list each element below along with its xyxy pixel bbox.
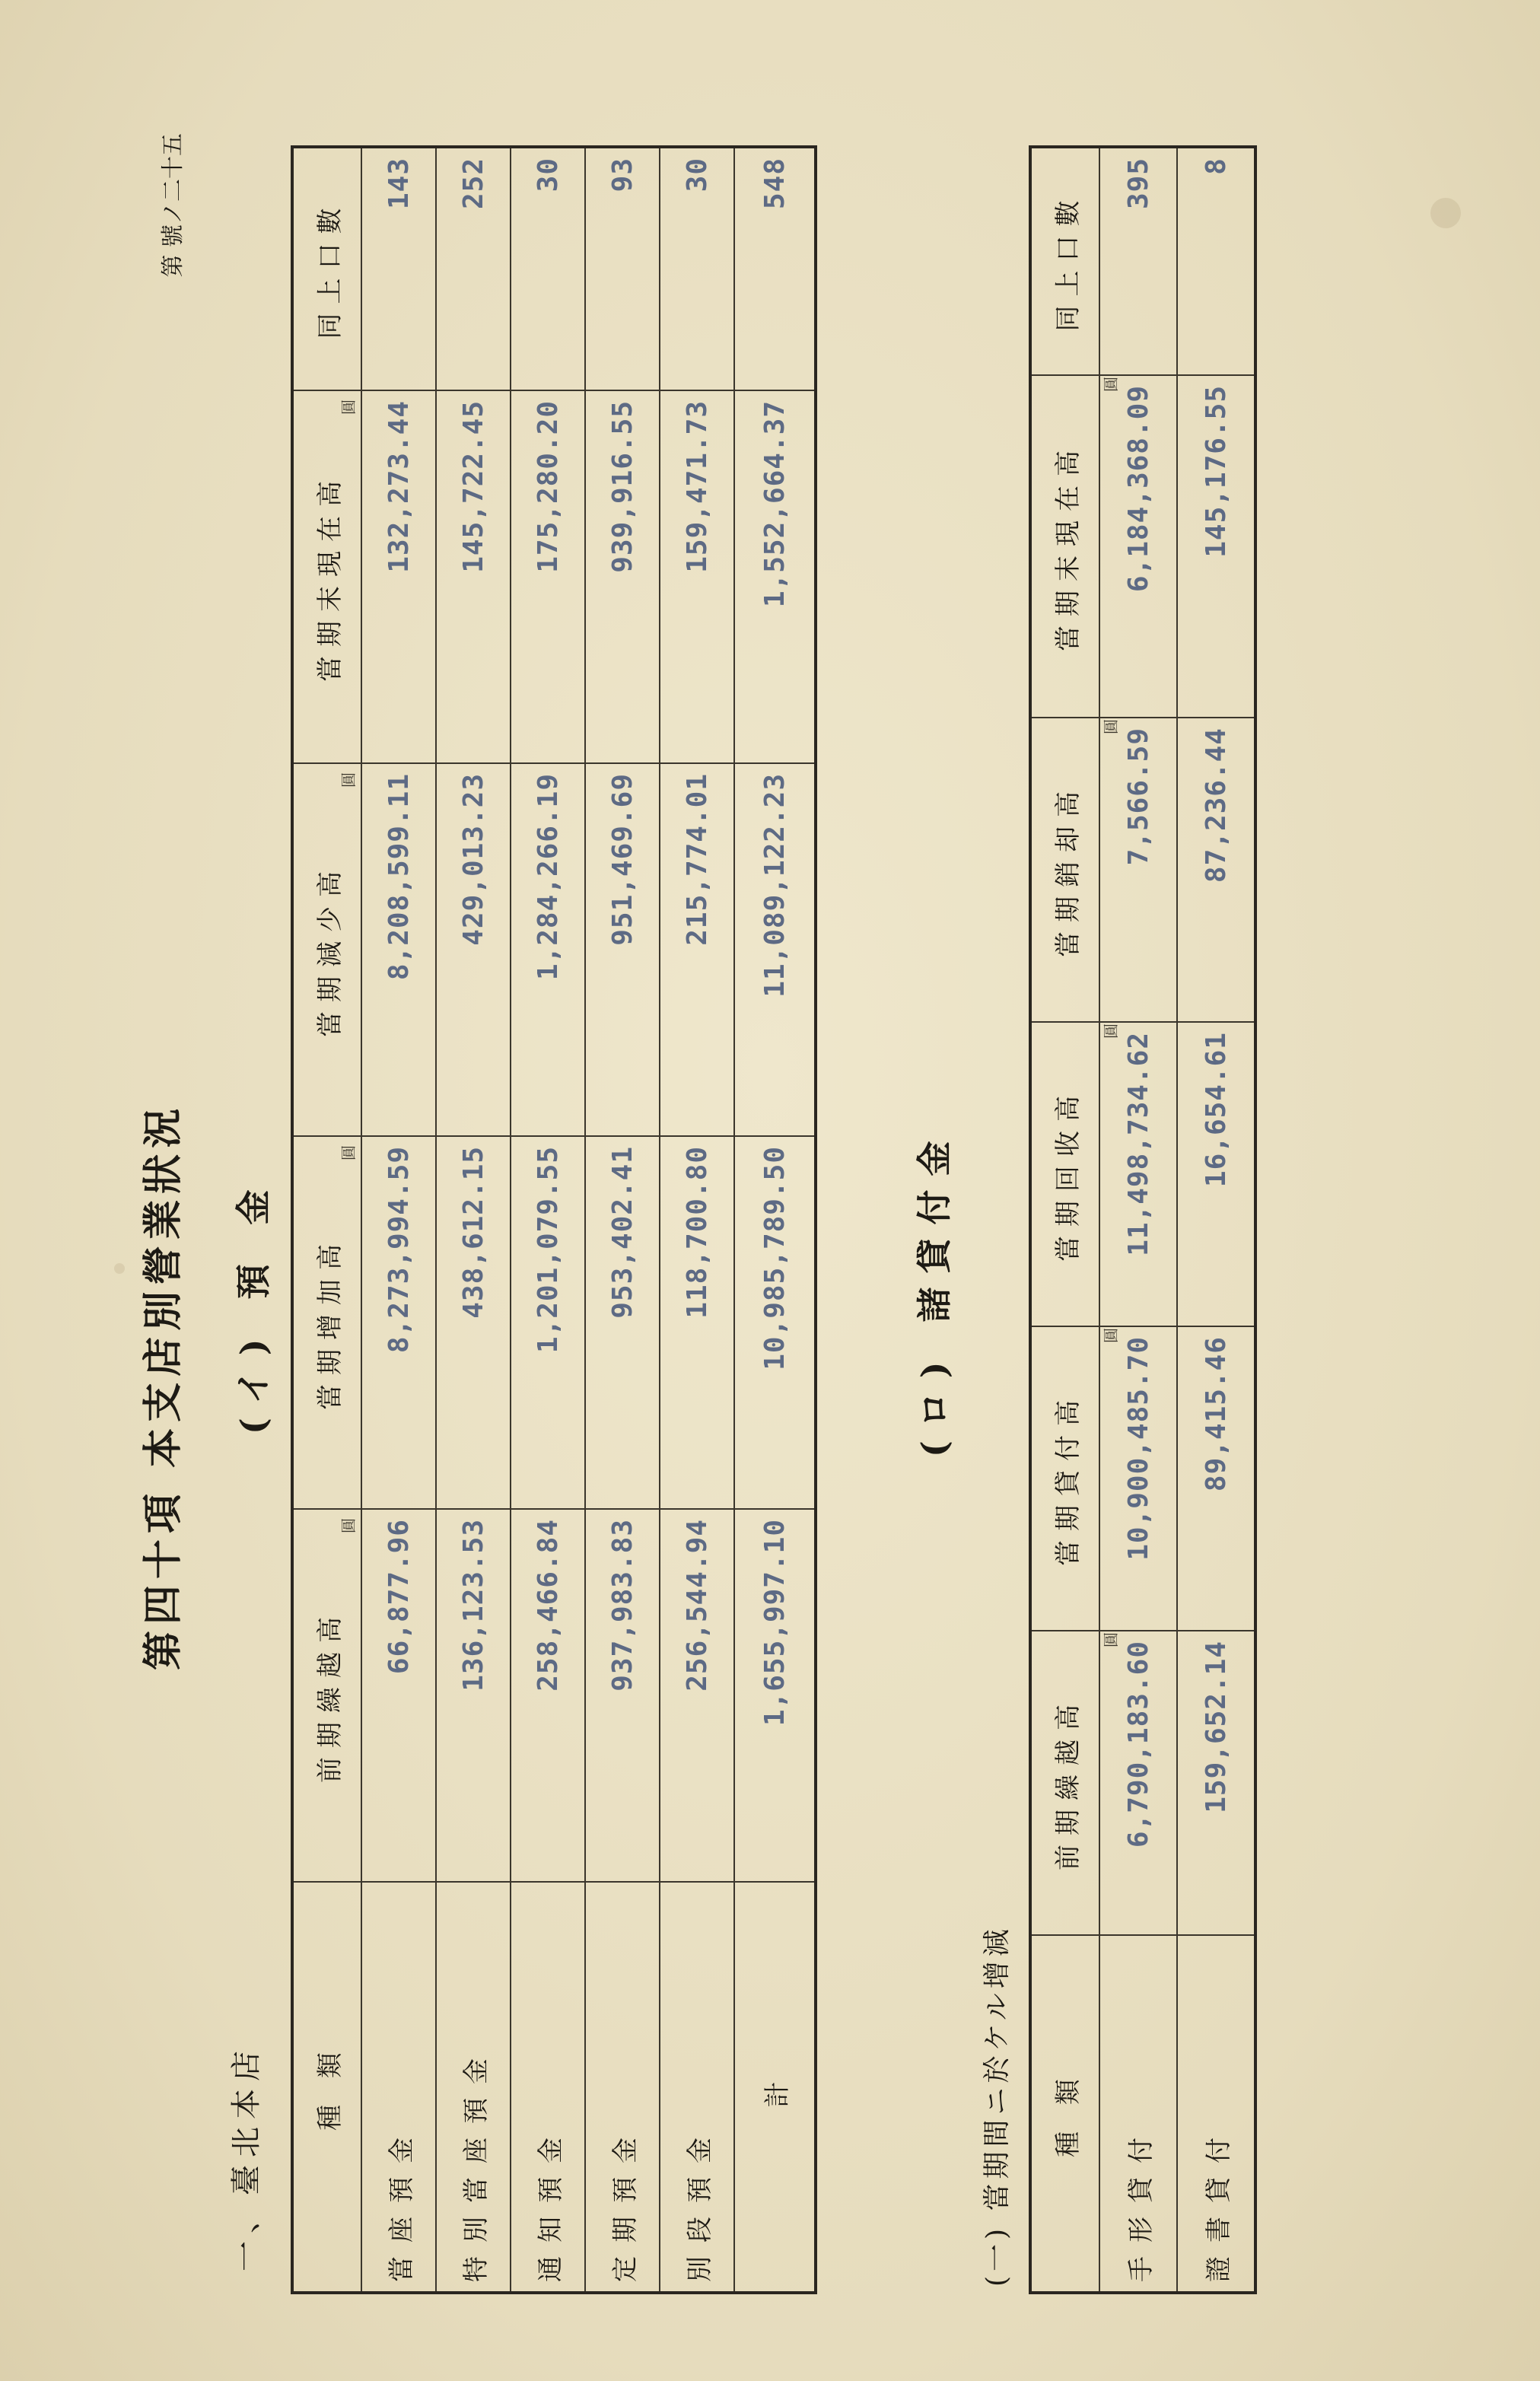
balance-cell: 159,471.73 <box>660 390 734 763</box>
carried-forward-cell: 159,652.14 <box>1177 1631 1255 1935</box>
increase-cell: 438,612.15 <box>436 1136 511 1509</box>
carried-forward-cell: 136,123.53 <box>436 1509 511 1882</box>
row-category: 手形貸付 <box>1099 1935 1177 2293</box>
col-header: 當期銷却高 <box>1030 718 1099 1022</box>
yen-unit-mark: 圓 <box>339 1145 358 1160</box>
balance-cell: 175,280.20 <box>511 390 585 763</box>
col-header: 種 類 <box>292 1882 361 2293</box>
balance-cell: 6,184,368.09 <box>1099 375 1177 718</box>
col-header: 當期貸付高 <box>1030 1326 1099 1631</box>
carried-forward-cell: 256,544.94 <box>660 1509 734 1882</box>
col-header: 當期減少高 <box>292 763 361 1136</box>
title-row <box>131 88 222 2294</box>
yen-unit-mark: 圓 <box>1102 1023 1120 1039</box>
row-category: 定期預金 <box>585 1882 660 2293</box>
yen-unit-mark: 圓 <box>339 772 358 788</box>
deposits-table <box>291 145 817 2294</box>
yen-unit-mark: 圓 <box>1102 1632 1120 1647</box>
total-label: 計 <box>734 1882 816 2293</box>
carried-forward-cell: 258,466.84 <box>511 1509 585 1882</box>
carried-forward-cell: 937,983.83 <box>585 1509 660 1882</box>
row-category: 證書貸付 <box>1177 1935 1255 2293</box>
balance-cell: 939,916.55 <box>585 390 660 763</box>
col-header: 同上口數 <box>292 147 361 390</box>
col-header: 當期增加高 <box>292 1136 361 1509</box>
balance-cell: 145,722.45 <box>436 390 511 763</box>
loans-subtitle: (ロ) 諸貸付金 <box>914 1127 955 1457</box>
table-row <box>660 147 734 2293</box>
row-category: 別段預金 <box>660 1882 734 2293</box>
written-off-cell: 87,236.44 <box>1177 718 1255 1022</box>
total-row <box>734 147 816 2293</box>
accounts-cell: 395 <box>1099 147 1177 375</box>
loans-sub-heading: (一) 當期間ニ於ケル增減 <box>982 1924 1013 2287</box>
accounts-cell: 30 <box>660 147 734 390</box>
decrease-cell: 215,774.01 <box>660 763 734 1136</box>
decrease-cell: 951,469.69 <box>585 763 660 1136</box>
yen-unit-mark: 圓 <box>339 1518 358 1533</box>
increase-cell: 118,700.80 <box>660 1136 734 1509</box>
col-header: 種 類 <box>1030 1935 1099 2293</box>
written-off-cell: 7,566.59 <box>1099 718 1177 1022</box>
yen-unit-mark: 圓 <box>1102 719 1120 734</box>
accounts-cell: 30 <box>511 147 585 390</box>
col-header: 前期繰越高 <box>292 1509 361 1882</box>
rotated-content <box>62 88 1478 2294</box>
total-balance: 1,552,664.37 <box>734 390 816 763</box>
row-category: 通知預金 <box>511 1882 585 2293</box>
lent-cell: 10,900,485.70 <box>1099 1326 1177 1631</box>
loans-table <box>1029 145 1257 2294</box>
balance-cell: 145,176.55 <box>1177 375 1255 718</box>
decrease-cell: 1,284,266.19 <box>511 763 585 1136</box>
deposits-header-row <box>292 147 361 2293</box>
total-carried-forward: 1,655,997.10 <box>734 1509 816 1882</box>
carried-forward-cell: 6,790,183.60 <box>1099 1631 1177 1935</box>
lent-cell: 89,415.46 <box>1177 1326 1255 1631</box>
increase-cell: 953,402.41 <box>585 1136 660 1509</box>
decrease-cell: 8,208,599.11 <box>361 763 436 1136</box>
col-header: 當期末現在高 <box>1030 375 1099 718</box>
table-row <box>1099 147 1177 2293</box>
page-title: 第四十項 本支店別營業狀況 <box>140 1102 186 1670</box>
yen-unit-mark: 圓 <box>1102 377 1120 392</box>
accounts-cell: 93 <box>585 147 660 390</box>
section-label: 一、臺北本店 <box>229 2043 264 2271</box>
row-category: 特別當座預金 <box>436 1882 511 2293</box>
increase-cell: 1,201,079.55 <box>511 1136 585 1509</box>
balance-cell: 132,273.44 <box>361 390 436 763</box>
accounts-cell: 8 <box>1177 147 1255 375</box>
row-category: 當座預金 <box>361 1882 436 2293</box>
total-decrease: 11,089,122.23 <box>734 763 816 1136</box>
loans-header-row <box>1030 147 1099 2293</box>
table-row <box>361 147 436 2293</box>
collected-cell: 16,654.61 <box>1177 1022 1255 1326</box>
collected-cell: 11,498,734.62 <box>1099 1022 1177 1326</box>
total-increase: 10,985,789.50 <box>734 1136 816 1509</box>
carried-forward-cell: 66,877.96 <box>361 1509 436 1882</box>
accounts-cell: 143 <box>361 147 436 390</box>
decrease-cell: 429,013.23 <box>436 763 511 1136</box>
increase-cell: 8,273,994.59 <box>361 1136 436 1509</box>
total-accounts: 548 <box>734 147 816 390</box>
accounts-cell: 252 <box>436 147 511 390</box>
yen-unit-mark: 圓 <box>1102 1328 1120 1343</box>
yen-unit-mark: 圓 <box>339 399 358 415</box>
deposits-subtitle: (イ) 預 金 <box>233 1176 274 1434</box>
col-header: 當期回收高 <box>1030 1022 1099 1326</box>
page-number: 第 號ノ二十五 <box>160 133 186 278</box>
table-row <box>1177 147 1255 2293</box>
col-header: 當期末現在高 <box>292 390 361 763</box>
table-row <box>511 147 585 2293</box>
table-row <box>436 147 511 2293</box>
col-header: 同上口數 <box>1030 147 1099 375</box>
col-header: 前期繰越高 <box>1030 1631 1099 1935</box>
table-row <box>585 147 660 2293</box>
